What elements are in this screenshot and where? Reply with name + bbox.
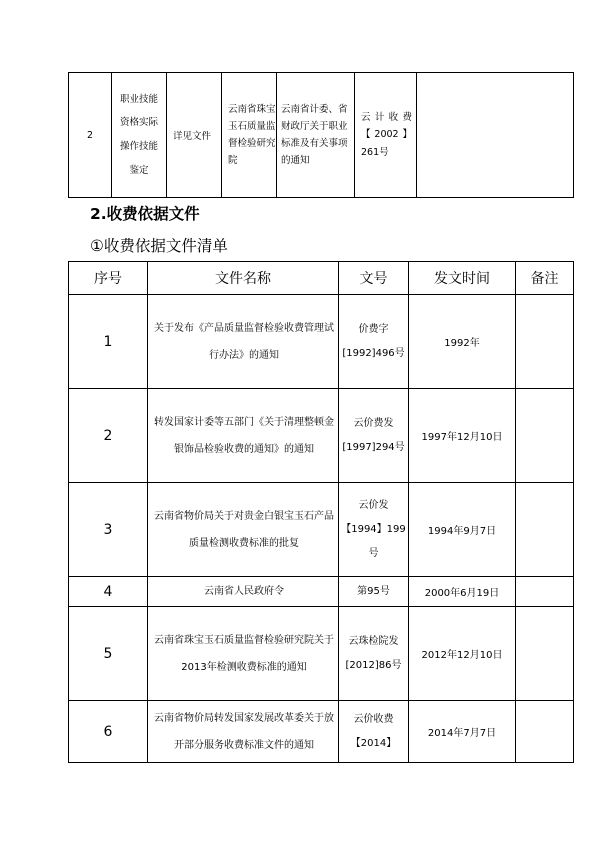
doc-number: 云价费发[1997]294号 [339,389,409,483]
note [516,483,574,577]
issue-date: 2014年7月7日 [409,701,516,763]
issue-date: 1997年12月10日 [409,389,516,483]
detail-cell: 详见文件 [167,73,222,198]
subsection-title: ①收费依据文件清单 [90,237,228,255]
unit-cell: 云南省珠宝玉石质量监督检验研究院 [222,73,277,198]
row-number: 1 [69,295,148,389]
project-line: 鉴定 [129,164,149,176]
header-doc-number: 文号 [339,262,409,295]
row-number: 5 [69,607,148,701]
table-row [69,73,574,198]
file-name: 云南省珠宝玉石质量监督检验研究院关于2013年检测收费标准的通知 [148,607,339,701]
row-number: 3 [69,483,148,577]
header-number: 序号 [69,262,148,295]
project-line: 职业技能 [119,93,158,105]
project-line: 操作技能 [119,141,158,152]
note [516,701,574,763]
doc-number: 价费字[1992]496号 [339,295,409,389]
table-row [69,295,574,389]
doc-number-cell: 云 计 收 费【2002】261号 [355,73,417,198]
top-continuation-table [68,72,574,198]
table-row [69,577,574,607]
section-title: 2.收费依据文件 [90,205,200,223]
issue-date: 1994年9月7日 [409,483,516,577]
note [516,389,574,483]
header-issue-date: 发文时间 [409,262,516,295]
project-line: 资格实际 [119,117,158,129]
file-name: 云南省人民政府令 [148,577,339,607]
doc-number: 第95号 [339,577,409,607]
row-number: 4 [69,577,148,607]
note [516,607,574,701]
empty-cell [417,73,574,198]
header-row [69,262,574,295]
row-number: 2 [69,73,112,198]
file-name: 关于发布《产品质量监督检验收费管理试行办法》的通知 [148,295,339,389]
row-number: 2 [69,389,148,483]
doc-number: 云价发【1994】199号 [339,483,409,577]
table-row [69,389,574,483]
project-name [112,73,167,198]
header-note: 备注 [516,262,574,295]
header-file-name: 文件名称 [148,262,339,295]
file-name: 转发国家计委等五部门《关于清理整顿金银饰品检验收费的通知》的通知 [148,389,339,483]
doc-number: 云价收费【2014】 [339,701,409,763]
fee-document-table [68,261,574,763]
row-number: 6 [69,701,148,763]
note [516,295,574,389]
issue-date: 1992年 [409,295,516,389]
doc-number: 云珠检院发[2012]86号 [339,607,409,701]
table-row [69,701,574,763]
table-row [69,607,574,701]
issue-date: 2012年12月10日 [409,607,516,701]
table-row [69,483,574,577]
file-cell: 云南省计委、省财政厅关于职业标准及有关事项的通知 [277,73,355,198]
note [516,577,574,607]
issue-date: 2000年6月19日 [409,577,516,607]
file-name: 云南省物价局转发国家发展改革委关于放开部分服务收费标准文件的通知 [148,701,339,763]
file-name: 云南省物价局关于对贵金白银宝玉石产品质量检测收费标准的批复 [148,483,339,577]
